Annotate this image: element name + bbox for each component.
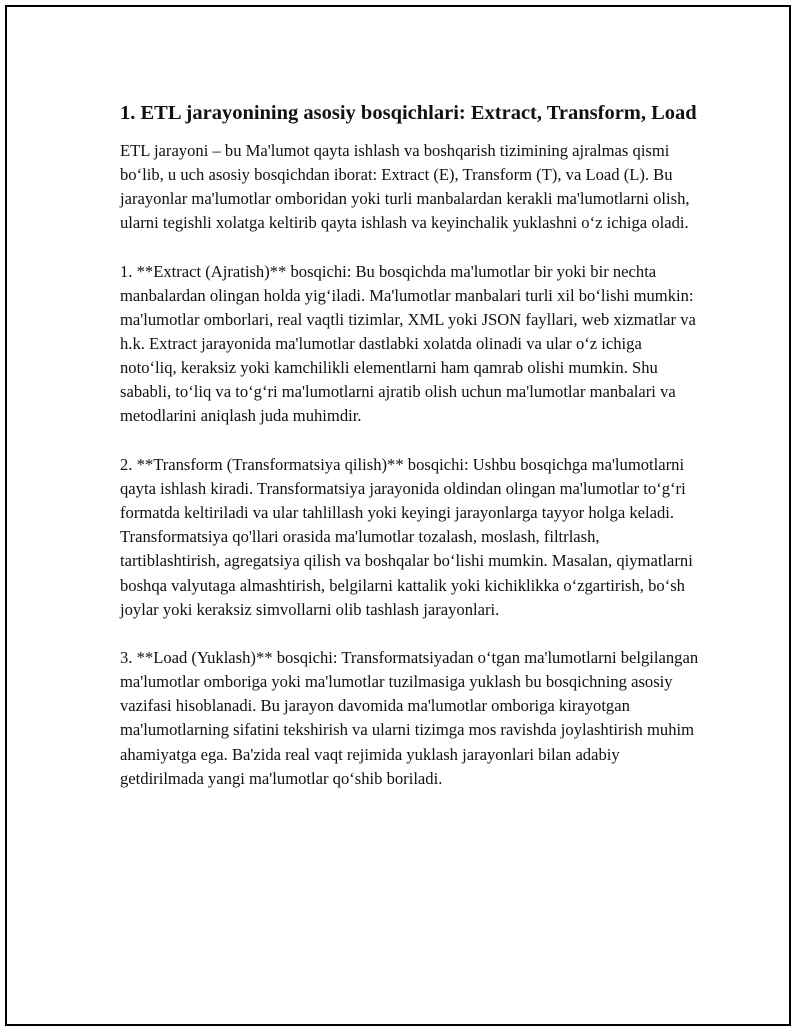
transform-paragraph: 2. **Transform (Transformatsiya qilish)** bosqichi: Ushbu bosqichga ma'lumotlarni qayta ishlash kiradi. Transformatsiya jarayonida oldindan olingan ma'lumotlar to‘g‘ri formatda keltiriladi va ular tahlillash yoki keyingi jarayonlarga tayyor holga keladi. Transformatsiya qo'llari orasida ma'lumotlar tozalash, moslash, filtrlash, tartiblashtirish, agregatsiya qilish va boshqalar bo‘lishi mumkin. Masalan, qiymatlarni boshqa valyutaga almashtirish, belgilarni kattalik yoki kichiklikka o‘zgartirish, bo‘sh joylar yoki keraksiz simvollarni olib tashlash jarayonlari.	[120, 455, 693, 619]
document-body	[120, 99, 700, 815]
load-paragraph: 3. **Load (Yuklash)** bosqichi: Transformatsiyadan o‘tgan ma'lumotlarni belgilangan ma'lumotlar omboriga yoki ma'lumotlar tuzilmasiga yuklash bu bosqichning asosiy vazifasi hisoblanadi. Bu jarayon davomida ma'lumotlar omboriga kirayotgan ma'lumotlarning sifatini tekshirish va ularni tizimga mos ravishda joylashtirish muhim ahamiyatga ega. Ba'zida real vaqt rejimida yuklash jarayonlari bilan adabiy getdirilmada yangi ma'lumotlar qo‘shib boriladi.	[120, 648, 699, 788]
page-frame	[5, 5, 791, 1026]
intro-paragraph: ETL jarayoni – bu Ma'lumot qayta ishlash va boshqarish tizimining ajralmas qismi bo‘lib, u uch asosiy bosqichdan iborat: Extract (E), Transform (T), va Load (L). Bu jarayonlar ma'lumotlar omboridan yoki turli manbalardan kerakli ma'lumotlarni olish, ularni tegishli xolatga keltirib qayta ishlash va keyinchalik yuklashni o‘z ichiga oladi.	[120, 141, 690, 233]
extract-paragraph: 1. **Extract (Ajratish)** bosqichi: Bu bosqichda ma'lumotlar bir yoki bir nechta manbalardan olingan holda yig‘iladi. Ma'lumotlar manbalari turli xil bo‘lishi mumkin: ma'lumotlar omborlari, real vaqtli tizimlar, XML yoki JSON fayllari, web xizmatlar va h.k. Extract jarayonida ma'lumotlar dastlabki xolatda olinadi va ular o‘z ichiga noto‘liq, keraksiz yoki kamchilikli elementlarni ham qamrab olishi mumkin. Shu sababli, to‘liq va to‘g‘ri ma'lumotlarni ajratib olish uchun ma'lumotlar manbalari va metodlarini aniqlash juda muhimdir.	[120, 261, 696, 426]
document-title: 1. ETL jarayonining asosiy bosqichlari: Extract, Transform, Load	[120, 102, 697, 124]
